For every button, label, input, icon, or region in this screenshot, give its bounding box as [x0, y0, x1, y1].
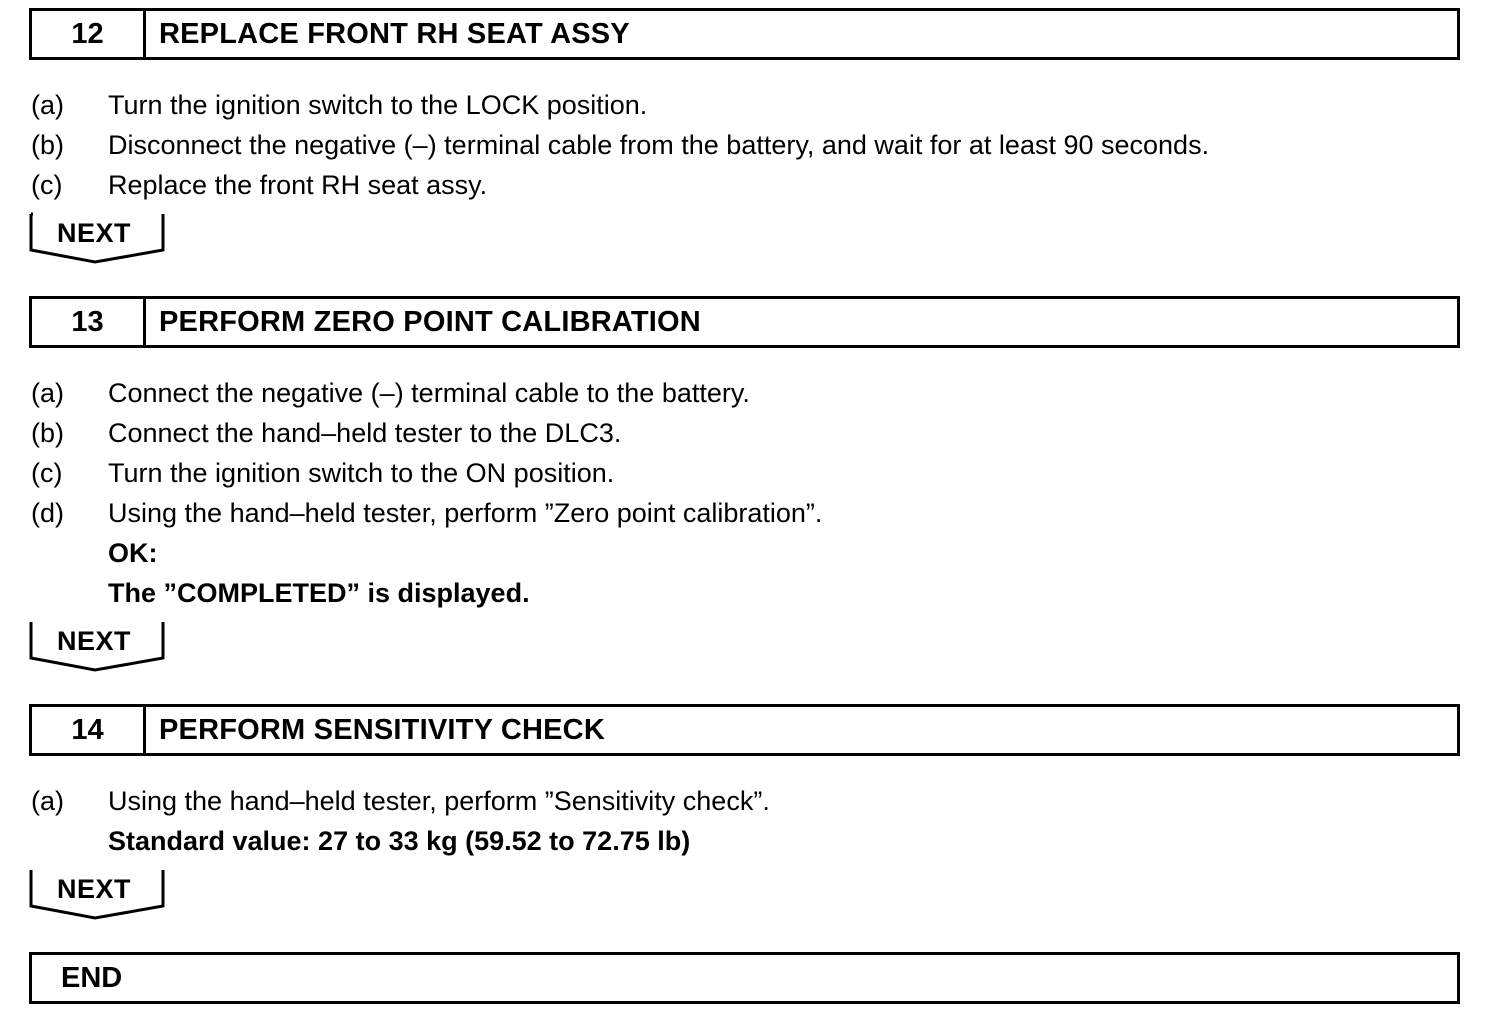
- item-label: (c): [31, 170, 63, 200]
- item-label: (a): [31, 378, 64, 408]
- next-label: NEXT: [56, 626, 131, 656]
- end-label: END: [61, 961, 123, 994]
- item-label: (b): [31, 418, 64, 448]
- step-title: REPLACE FRONT RH SEAT ASSY: [159, 17, 630, 50]
- next-button[interactable]: [29, 868, 167, 920]
- next-label: NEXT: [56, 218, 131, 248]
- item-text: Disconnect the negative (–) terminal cable from the battery, and wait for at least 90 seconds.: [108, 130, 1210, 160]
- step-title: PERFORM ZERO POINT CALIBRATION: [159, 305, 701, 338]
- step-number: 12: [32, 11, 146, 57]
- item-text: Turn the ignition switch to the ON position.: [108, 458, 615, 488]
- item-label: (c): [31, 458, 63, 488]
- item-label: (b): [31, 130, 64, 160]
- ok-text: The ”COMPLETED” is displayed.: [108, 578, 530, 608]
- item-text: Connect the hand–held tester to the DLC3.: [108, 418, 622, 448]
- ok-label: OK:: [108, 538, 158, 568]
- next-button[interactable]: [29, 212, 167, 264]
- item-text: Using the hand–held tester, perform ”Zero point calibration”.: [108, 498, 823, 528]
- end-box: [29, 952, 1460, 1004]
- step-number: 14: [32, 707, 146, 753]
- item-text: Connect the negative (–) terminal cable to the battery.: [108, 378, 750, 408]
- step-12-header: [29, 8, 1460, 60]
- step-14-header: [29, 704, 1460, 756]
- next-button[interactable]: [29, 620, 167, 672]
- item-label: (d): [31, 498, 64, 528]
- item-text: Replace the front RH seat assy.: [108, 170, 488, 200]
- next-label: NEXT: [56, 874, 131, 904]
- step-title: PERFORM SENSITIVITY CHECK: [159, 713, 605, 746]
- step-13-header: [29, 296, 1460, 348]
- item-text: Turn the ignition switch to the LOCK position.: [108, 90, 648, 120]
- item-label: (a): [31, 786, 64, 816]
- standard-value: Standard value: 27 to 33 kg (59.52 to 72.75 lb): [108, 826, 691, 856]
- step-number: 13: [32, 299, 146, 345]
- item-text: Using the hand–held tester, perform ”Sensitivity check”.: [108, 786, 770, 816]
- item-label: (a): [31, 90, 64, 120]
